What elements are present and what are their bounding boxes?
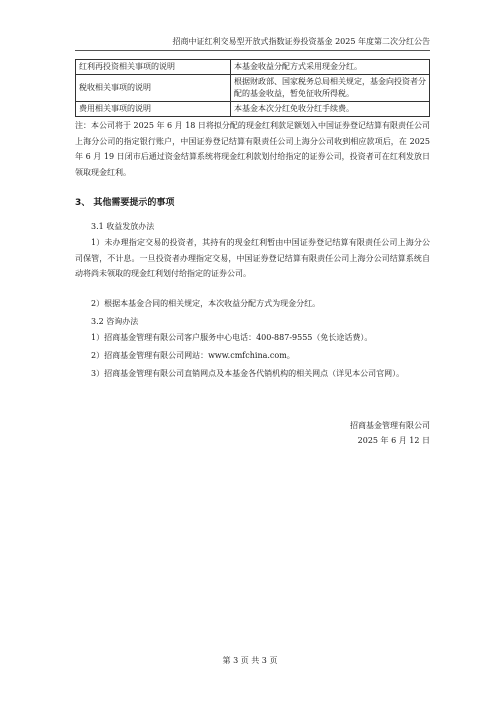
paragraph-payment-2: 2）根据本基金合同的相关规定，本次收益分配方式为现金分红。 — [91, 299, 321, 308]
table-cell-label: 红利再投资相关事项的说明 — [76, 60, 231, 75]
inquiry-phone: 1）招商基金管理有限公司客户服务中心电话：400-887-9555（免长途话费）。 — [91, 333, 373, 342]
signature-company: 招商基金管理有限公司 — [350, 421, 430, 430]
table-row — [76, 75, 430, 102]
inquiry-website: 2）招商基金管理有限公司网站：www.cmfchina.com。 — [91, 351, 295, 360]
section-heading: 3、 其他需要提示的事项 — [75, 198, 175, 208]
subheading-inquiry: 3.2 咨询办法 — [91, 317, 139, 326]
table-row — [76, 102, 430, 117]
page-footer: 第 3 页 共 3 页 — [222, 656, 278, 665]
signature-date: 2025 年 6 月 12 日 — [357, 436, 430, 445]
paragraph-payment-1: 1）未办理指定交易的投资者，其持有的现金红利暂由中国证券登记结算有限责任公司上海分公司保管，不计息。一旦投资者办理指定交易，中国证券登记结算有限责任公司上海分公司结算系统自动将尚未领取的现金红利划付给指定的证券公司。 — [75, 238, 430, 278]
table-row — [76, 60, 430, 75]
table-cell-label: 费用相关事项的说明 — [76, 102, 231, 117]
table-cell-value: 本基金本次分红免收分红手续费。 — [231, 102, 430, 117]
table-cell-value: 根据财政部、国家税务总局相关规定，基金向投资者分配的基金收益，暂免征收所得税。 — [231, 75, 430, 102]
table-cell-value: 本基金收益分配方式采用现金分红。 — [231, 60, 430, 75]
table-note: 注：本公司将于 2025 年 6 月 18 日将拟分配的现金红利款足额划入中国证券登记结算有限责任公司上海分公司的指定银行账户，中国证券登记结算有限责任公司上海分公司收到相应款项后，在 2025 年 6 月 19 日闭市后通过资金结算系统将现金红利款划付给指定的证券公司，投资者可在红利发放日领取现金红利。 — [75, 121, 430, 177]
page-header — [75, 36, 430, 51]
info-table — [75, 59, 430, 117]
header-title: 招商中证红利交易型开放式指数证券投资基金 2025 年度第二次分红公告 — [172, 37, 430, 46]
subheading-payment: 3.1 收益发放办法 — [91, 222, 155, 231]
inquiry-outlets: 3）招商基金管理有限公司直销网点及本基金各代销机构的相关网点（详见本公司官网）。 — [91, 369, 405, 378]
table-cell-label: 税收相关事项的说明 — [76, 75, 231, 102]
